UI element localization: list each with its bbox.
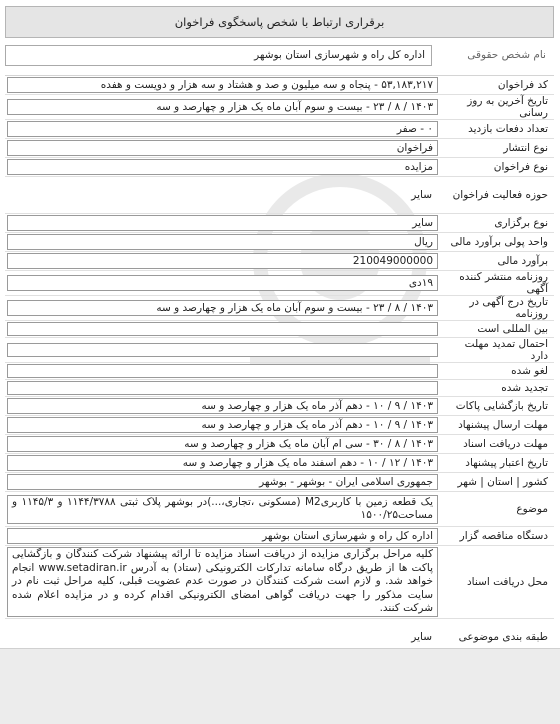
detail-value-cell <box>5 338 440 362</box>
detail-value-cell <box>5 177 440 213</box>
detail-label: احتمال تمدید مهلت دارد <box>464 338 548 362</box>
detail-value: یک قطعه زمین با کاربریM2 (مسکونی ،تجاری،...)در بوشهر پلاک ثبتی ۱۱۴۴/۳۷۸۸ و ۱۱۴۵/۳ و مساحت۱۵۰۰/۲۵ <box>7 495 438 524</box>
detail-label: بین المللی است <box>477 323 548 335</box>
detail-value-cell <box>5 214 440 232</box>
detail-row <box>5 95 554 120</box>
detail-row <box>5 380 554 397</box>
detail-value: فراخوان <box>7 140 438 156</box>
detail-row <box>5 76 554 95</box>
detail-row <box>5 473 554 492</box>
detail-row <box>5 271 554 296</box>
detail-row <box>5 416 554 435</box>
detail-label: تجدید شده <box>501 382 548 394</box>
detail-row <box>5 454 554 473</box>
detail-value: اداره کل راه و شهرسازی استان بوشهر <box>7 528 438 544</box>
detail-value: ۱۴۰۳ / ۸ / ۳۰ - سی ام آبان ماه یک هزار و چهارصد و سه <box>7 436 438 452</box>
detail-value <box>7 364 438 378</box>
detail-value <box>7 343 438 357</box>
detail-label: لغو شده <box>511 365 548 377</box>
detail-value-cell <box>5 546 440 618</box>
detail-value-cell <box>5 158 440 176</box>
detail-row <box>5 363 554 380</box>
person-label: نام شخص حقوقی <box>467 49 546 61</box>
detail-label: کد فراخوان <box>497 79 548 91</box>
detail-row <box>5 338 554 363</box>
detail-row <box>5 177 554 214</box>
detail-value-cell <box>5 321 440 337</box>
detail-value <box>7 381 438 395</box>
detail-label: محل دریافت اسناد <box>467 576 548 588</box>
detail-row <box>5 139 554 158</box>
page-title: برقراری ارتباط با شخص پاسخگوی فراخوان <box>5 6 554 38</box>
detail-value: سایر <box>411 189 432 201</box>
detail-row <box>5 435 554 454</box>
detail-value-cell <box>5 120 440 138</box>
detail-label: نوع فراخوان <box>493 161 548 173</box>
detail-value <box>7 322 438 336</box>
detail-value-cell <box>5 454 440 472</box>
detail-row <box>5 492 554 527</box>
detail-label: نوع برگزاری <box>494 217 548 229</box>
person-row <box>5 43 554 67</box>
detail-value: سایر <box>7 215 438 231</box>
detail-value-cell <box>5 76 440 94</box>
detail-value-cell <box>5 252 440 270</box>
detail-label: کشور | استان | شهر <box>457 476 548 488</box>
details-table <box>5 75 554 671</box>
detail-label: مهلت دریافت اسناد <box>463 438 548 450</box>
detail-label: تاریخ درج آگهی در روزنامه <box>469 296 548 320</box>
detail-value-cell <box>5 435 440 453</box>
detail-row <box>5 296 554 321</box>
detail-label: روزنامه منتشر کننده آگهی <box>459 271 548 295</box>
detail-value-cell <box>5 527 440 545</box>
detail-label: نوع انتشار <box>503 142 548 154</box>
detail-row <box>5 233 554 252</box>
page <box>5 6 554 705</box>
detail-row <box>5 120 554 139</box>
detail-value-cell <box>5 397 440 415</box>
detail-value: ۱۴۰۳ / ۸ / ۲۳ - بیست و سوم آبان ماه یک هزار و چهارصد و سه <box>7 99 438 115</box>
detail-label: برآورد مالی <box>497 255 548 267</box>
detail-value: جمهوری اسلامی ایران - بوشهر - بوشهر <box>7 474 438 490</box>
footer-area <box>0 648 560 724</box>
detail-label: موضوع <box>516 503 548 515</box>
detail-value-cell <box>5 233 440 251</box>
detail-value: ۵۳,۱۸۳,۲۱۷ - پنجاه و سه میلیون و صد و هشتاد و سه هزار و دویست و هفده <box>7 77 438 93</box>
detail-value: مزایده <box>7 159 438 175</box>
detail-row <box>5 214 554 233</box>
detail-row <box>5 397 554 416</box>
detail-label: حوزه فعالیت فراخوان <box>452 189 548 201</box>
detail-row <box>5 252 554 271</box>
detail-label: واحد پولی برآورد مالی <box>450 236 548 248</box>
detail-value: سایر <box>411 631 432 643</box>
detail-value-cell <box>5 416 440 434</box>
detail-label: تاریخ اعتبار پیشنهاد <box>465 457 548 469</box>
detail-value-cell <box>5 492 440 526</box>
detail-value: ۰ - صفر <box>7 121 438 137</box>
detail-value-cell <box>5 271 440 295</box>
detail-label: تاریخ بازگشایی پاکات <box>455 400 548 412</box>
detail-value: ۱۴۰۳ / ۸ / ۲۳ - بیست و سوم آبان ماه یک هزار و چهارصد و سه <box>7 300 438 316</box>
detail-label: طبقه بندی موضوعی <box>458 631 548 643</box>
detail-value-cell <box>5 139 440 157</box>
detail-row <box>5 158 554 177</box>
detail-value-cell <box>5 95 440 119</box>
person-value-field: اداره کل راه و شهرسازی استان بوشهر <box>5 45 432 66</box>
detail-label: دستگاه مناقصه گزار <box>459 530 548 542</box>
detail-value-cell <box>5 380 440 396</box>
detail-value: 210049000000 <box>7 253 438 269</box>
detail-row <box>5 527 554 546</box>
detail-value: ریال <box>7 234 438 250</box>
detail-label: تعداد دفعات بازدید <box>468 123 548 135</box>
detail-value-cell <box>5 363 440 379</box>
detail-row <box>5 546 554 619</box>
detail-row <box>5 321 554 338</box>
detail-value: ۱۴۰۳ / ۹ / ۱۰ - دهم آذر ماه یک هزار و چهارصد و سه <box>7 398 438 414</box>
detail-value: کلیه مراحل برگزاری مزایده از دریافت اسناد مزایده تا ارائه پیشنهاد شرکت کنندگان و بازگشایی پاکت ها از طریق درگاه سامانه تدارکات الکترونیکی (ستاد) به آدرس www.setadiran.ir انجام خواهد شد. و لازم است شرکت کنندگان در صورت عدم عضویت قبلی، کلیه مراحل ثبت نام در سایت مذکور را جهت دریافت گواهی امضای الکترونیکی اقدام کرده و در مزایده اعلام شده شرکت کنند. <box>7 547 438 617</box>
detail-value: ۱۴۰۳ / ۱۲ / ۱۰ - دهم اسفند ماه یک هزار و چهارصد و سه <box>7 455 438 471</box>
detail-value-cell <box>5 473 440 491</box>
detail-label: مهلت ارسال پیشنهاد <box>458 419 548 431</box>
detail-value-cell <box>5 296 440 320</box>
detail-label: تاریخ آخرین به روز رسانی <box>467 95 548 119</box>
detail-value: ۱۹دی <box>7 275 438 291</box>
detail-value: ۱۴۰۳ / ۹ / ۱۰ - دهم آذر ماه یک هزار و چهارصد و سه <box>7 417 438 433</box>
